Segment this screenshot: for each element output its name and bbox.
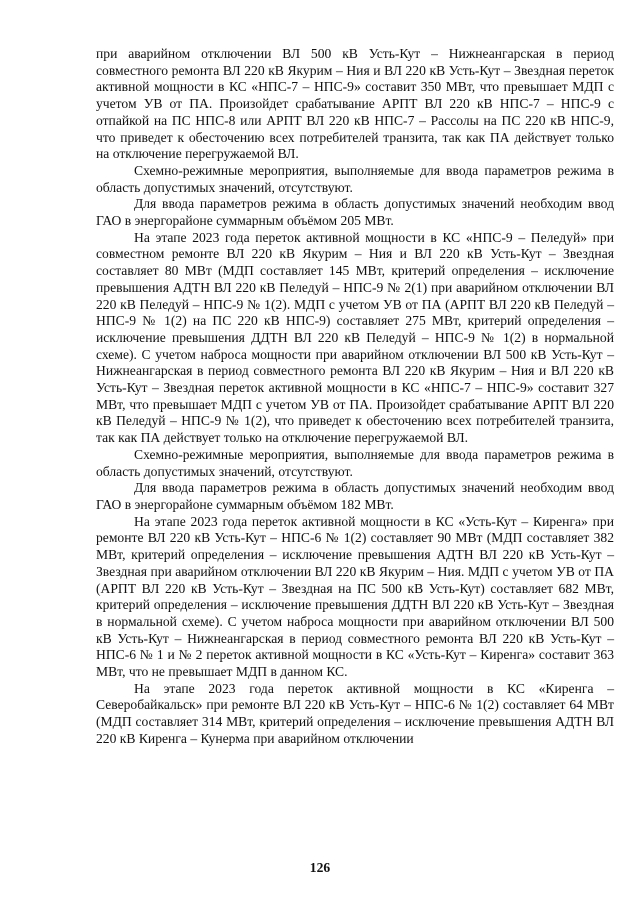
page-number: 126 <box>309 860 331 875</box>
paragraph: На этапе 2023 года переток активной мощности в КС «Киренга – Северобайкальск» при ремонте ВЛ 220 кВ Усть-Кут – НПС-6 № 1(2) составляет 64 МВт (МДП составляет 314 МВт, критерий определения – исключение превышения АДТН ВЛ 220 кВ Киренга – Кунерма при аварийном отключении <box>96 680 614 746</box>
paragraph: при аварийном отключении ВЛ 500 кВ Усть-Кут – Нижнеангарская в период совместного ремонта ВЛ 220 кВ Якурим – Ния и ВЛ 220 кВ Усть-Кут – Звездная переток активной мощности в КС «НПС-7 – НПС-9» составит 350 МВт, что превышает МДП с учетом УВ от ПА. Произойдет срабатывание АРПТ ВЛ 220 кВ НПС-7 – НПС-9 с отпайкой на ПС НПС-8 или АРПТ ВЛ 220 кВ НПС-7 – Рассолы на ПС 220 кВ НПС-9, что приведет к обесточению всех потребителей транзита, так как ПА действует только на отключение перегружаемой ВЛ. <box>96 46 614 162</box>
paragraph: Для ввода параметров режима в область допустимых значений необходим ввод ГАО в энергорайоне суммарным объёмом 182 МВт. <box>96 480 614 512</box>
paragraph: На этапе 2023 года переток активной мощности в КС «НПС-9 – Пеледуй» при совместном ремонте ВЛ 220 кВ Якурим – Ния и ВЛ 220 кВ Усть-Кут – Звездная составляет 80 МВт (МДП составляет 145 МВт, критерий определения – исключение превышения АДТН ВЛ 220 кВ Пеледуй – НПС-9 № 2(1) при аварийном отключении ВЛ 220 кВ Пеледуй – НПС-9 № 1(2). МДП с учетом УВ от ПА (АРПТ ВЛ 220 кВ Пеледуй – НПС-9 № 1(2) на ПС 220 кВ НПС-9) составляет 275 МВт, критерий определения – исключение превышения ДДТН ВЛ 220 кВ Пеледуй – НПС-9 № 1(2) в нормальной схеме). С учетом наброса мощности при аварийном отключении ВЛ 500 кВ Усть-Кут – Нижнеангарская в период совместного ремонта ВЛ 220 кВ Якурим – Ния и ВЛ 220 кВ Усть-Кут – Звездная переток активной мощности в КС «НПС-7 – НПС-9» составит 327 МВт, что превышает МДП с учетом УВ от ПА. Произойдет срабатывание АРПТ ВЛ 220 кВ Пеледуй – НПС-9 № 1(2), что приведет к обесточению всех потребителей транзита, так как ПА действует только на отключение перегружаемой ВЛ. <box>96 229 614 446</box>
paragraph: На этапе 2023 года переток активной мощности в КС «Усть-Кут – Киренга» при ремонте ВЛ 220 кВ Усть-Кут – НПС-6 № 1(2) составляет 90 МВт (МДП составляет 382 МВт, критерий определения – исключение превышения АДТН ВЛ 220 кВ Усть-Кут – Звездная при аварийном отключении ВЛ 220 кВ Якурим – Ния. МДП с учетом УВ от ПА (АРПТ ВЛ 220 кВ Усть-Кут – Звездная на ПС 500 кВ Усть-Кут) составляет 682 МВт, критерий определения – исключение превышения ДДТН ВЛ 220 кВ Усть-Кут – Звездная в нормальной схеме). С учетом наброса мощности при аварийном отключении ВЛ 500 кВ Усть-Кут – Нижнеангарская в период совместного ремонта ВЛ 220 кВ Усть-Кут – НПС-6 № 1 и № 2 переток активной мощности в КС «Усть-Кут – Киренга» составит 363 МВт, что не превышает МДП в данном КС. <box>96 513 614 680</box>
paragraph: Для ввода параметров режима в область допустимых значений необходим ввод ГАО в энергорайоне суммарным объёмом 205 МВт. <box>96 196 614 229</box>
paragraph: Схемно-режимные мероприятия, выполняемые для ввода параметров режима в область допустимых значений, отсутствуют. <box>96 446 614 479</box>
paragraph: Схемно-режимные мероприятия, выполняемые для ввода параметров режима в область допустимых значений, отсутствуют. <box>96 162 614 195</box>
document-body <box>96 46 614 748</box>
